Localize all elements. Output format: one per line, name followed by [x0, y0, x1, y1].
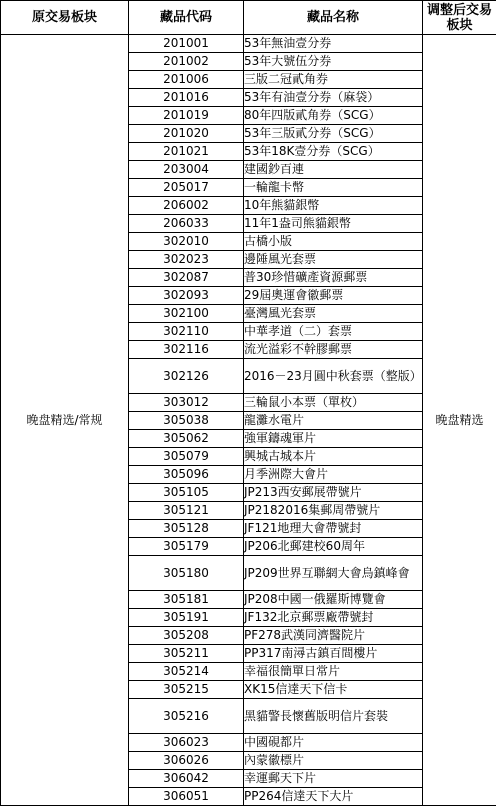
code-cell: 302110: [129, 323, 244, 341]
name-cell: XK15信達天下信卡: [244, 681, 423, 699]
code-cell: 305038: [129, 412, 244, 430]
code-cell: 305214: [129, 663, 244, 681]
name-cell: 幸福很簡單日常片: [244, 663, 423, 681]
name-cell: 中華孝道（二）套票: [244, 323, 423, 341]
code-cell: 206033: [129, 215, 244, 233]
name-cell: 2016－23月圓中秋套票（整版）: [244, 359, 423, 394]
code-cell: 306051: [129, 788, 244, 806]
code-cell: 302010: [129, 233, 244, 251]
code-cell: 206002: [129, 197, 244, 215]
name-cell: 幸運郵天下片: [244, 770, 423, 788]
name-cell: 三輪鼠小本票（單枚）: [244, 394, 423, 412]
header-adjusted-board: 调整后交易板块: [423, 1, 496, 35]
name-cell: 建國鈔百連: [244, 161, 423, 179]
name-cell: 內蒙徽標片: [244, 752, 423, 770]
name-cell: 29屆奧運會徽郵票: [244, 287, 423, 305]
name-cell: 古橋小版: [244, 233, 423, 251]
name-cell: 10年熊貓銀幣: [244, 197, 423, 215]
code-cell: 302087: [129, 269, 244, 287]
code-cell: 305191: [129, 609, 244, 627]
name-cell: 53年18K壹分券（SCG）: [244, 143, 423, 161]
name-cell: 80年四版貳角券（SCG）: [244, 107, 423, 125]
code-cell: 305211: [129, 645, 244, 663]
name-cell: PP264信達天下大片: [244, 788, 423, 806]
name-cell: JP2182016集郵周帶號片: [244, 502, 423, 520]
code-cell: 305181: [129, 591, 244, 609]
code-cell: 305208: [129, 627, 244, 645]
name-cell: 普30珍惜礦產資源郵票: [244, 269, 423, 287]
code-cell: 306026: [129, 752, 244, 770]
code-cell: 305216: [129, 699, 244, 734]
name-cell: JF132北京郵票廠帶號封: [244, 609, 423, 627]
code-cell: 201019: [129, 107, 244, 125]
name-cell: JP213西安郵展帶號片: [244, 484, 423, 502]
code-cell: 305105: [129, 484, 244, 502]
name-cell: 53年無油壹分券: [244, 35, 423, 53]
header-code: 藏品代码: [129, 1, 244, 35]
code-cell: 302100: [129, 305, 244, 323]
name-cell: JF121地理大會帶號封: [244, 520, 423, 538]
name-cell: JP206北郵建校60周年: [244, 538, 423, 556]
name-cell: 邊陲風光套票: [244, 251, 423, 269]
code-cell: 201020: [129, 125, 244, 143]
header-row: [1, 1, 496, 35]
header-name: 藏品名称: [244, 1, 423, 35]
name-cell: 11年1盎司熊貓銀幣: [244, 215, 423, 233]
code-cell: 205017: [129, 179, 244, 197]
code-cell: 302093: [129, 287, 244, 305]
code-cell: 306023: [129, 734, 244, 752]
name-cell: 黑貓警長懷舊版明信片套裝: [244, 699, 423, 734]
name-cell: 53年大號伍分券: [244, 53, 423, 71]
code-cell: 305079: [129, 448, 244, 466]
code-cell: 305121: [129, 502, 244, 520]
original-board-cell: 晚盘精选/常规: [1, 35, 129, 806]
code-cell: 306042: [129, 770, 244, 788]
code-cell: 303012: [129, 394, 244, 412]
adjusted-board-cell: 晚盘精选: [423, 35, 496, 806]
name-cell: JP208中國一俄羅斯博覽會: [244, 591, 423, 609]
name-cell: 強軍鑄魂軍片: [244, 430, 423, 448]
name-cell: 中國硯都片: [244, 734, 423, 752]
code-cell: 201001: [129, 35, 244, 53]
code-cell: 302126: [129, 359, 244, 394]
name-cell: 流光溢彩不幹膠郵票: [244, 341, 423, 359]
table-body: [1, 35, 496, 806]
name-cell: PF278武漢同濟醫院片: [244, 627, 423, 645]
header-original-board: 原交易板块: [1, 1, 129, 35]
code-cell: 203004: [129, 161, 244, 179]
code-cell: 305215: [129, 681, 244, 699]
name-cell: 興城古城本片: [244, 448, 423, 466]
name-cell: 53年有油壹分券（麻袋）: [244, 89, 423, 107]
name-cell: PP317南潯古鎮百間樓片: [244, 645, 423, 663]
code-cell: 305062: [129, 430, 244, 448]
code-cell: 305180: [129, 556, 244, 591]
code-cell: 201016: [129, 89, 244, 107]
name-cell: 53年三版貳分券（SCG）: [244, 125, 423, 143]
code-cell: 201002: [129, 53, 244, 71]
code-cell: 305096: [129, 466, 244, 484]
table-row: [1, 35, 496, 53]
name-cell: 三版二冠貳角券: [244, 71, 423, 89]
code-cell: 302116: [129, 341, 244, 359]
name-cell: JP209世界互聯網大會烏鎮峰會: [244, 556, 423, 591]
code-cell: 305179: [129, 538, 244, 556]
code-cell: 201006: [129, 71, 244, 89]
code-cell: 302023: [129, 251, 244, 269]
code-cell: 305128: [129, 520, 244, 538]
name-cell: 月季洲際大會片: [244, 466, 423, 484]
name-cell: 臺灣風光套票: [244, 305, 423, 323]
name-cell: 一輪龍卡幣: [244, 179, 423, 197]
name-cell: 龍灘水電片: [244, 412, 423, 430]
code-cell: 201021: [129, 143, 244, 161]
